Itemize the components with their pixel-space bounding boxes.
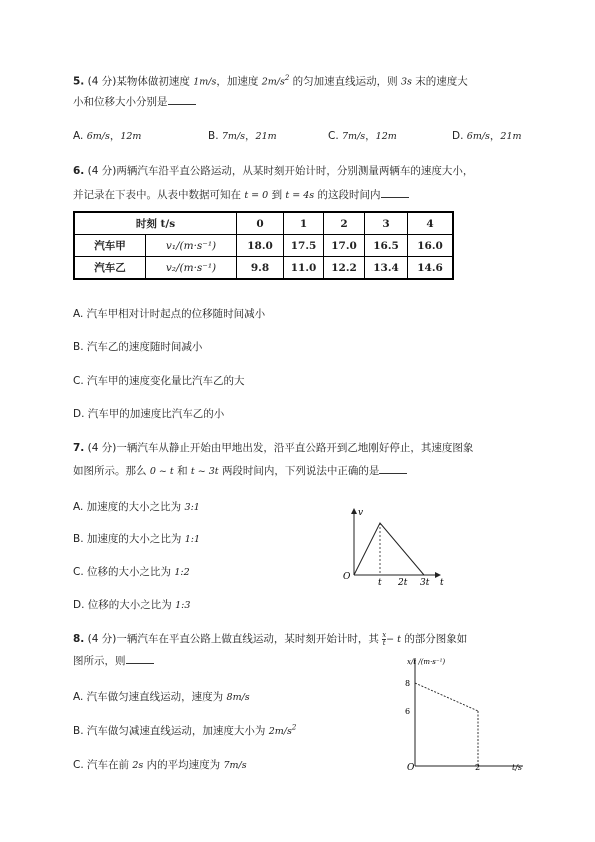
q7-option-d[interactable] bbox=[73, 597, 190, 612]
q5-acceleration: 2m/s bbox=[261, 76, 285, 88]
q7-stem-line2 bbox=[73, 462, 407, 481]
q7-text: (4 分)一辆汽车从静止开始由甲地出发，沿平直公路开到乙地刚好停止，其速度图象 bbox=[87, 442, 474, 454]
table-cell: 11.0 bbox=[284, 257, 324, 280]
option-text: C. 汽车在前 bbox=[73, 759, 130, 771]
option-letter: A. bbox=[73, 130, 84, 142]
q6-stem-line1 bbox=[73, 162, 473, 180]
table-row-name: 汽车甲 bbox=[74, 235, 146, 257]
option-value: 1:3 bbox=[175, 600, 191, 611]
table-cell: 18.0 bbox=[237, 235, 284, 257]
option-sep: ， bbox=[109, 130, 121, 142]
q6-text: 并记录在下表中。从表中数据可知在 bbox=[73, 189, 241, 201]
q7-range-1: 0 ~ t bbox=[149, 466, 174, 477]
option-value: 21m bbox=[500, 131, 522, 142]
table-cell: 17.0 bbox=[324, 235, 365, 257]
q5-text: (4 分)某物体做初速度 bbox=[87, 75, 190, 88]
q6-text: 到 bbox=[271, 189, 283, 201]
option-text: A. 加速度的大小之比为 bbox=[73, 501, 182, 513]
option-value: 2s bbox=[132, 760, 144, 771]
q7-velocity-time-graph bbox=[340, 505, 450, 587]
q7-text: 和 bbox=[177, 465, 188, 477]
q6-text: (4 分)两辆汽车沿平直公路运动，从某时刻开始计时，分别测量两辆车的速度大小， bbox=[87, 165, 474, 177]
table-cell: 16.0 bbox=[408, 235, 454, 257]
y-axis-label: x/t /(m·s⁻¹) bbox=[407, 658, 446, 666]
xt-line bbox=[415, 683, 478, 711]
option-text: B. 汽车做匀减速直线运动，加速度大小为 bbox=[73, 725, 266, 737]
q5-answer-blank[interactable] bbox=[168, 94, 196, 105]
option-value: 7m/s bbox=[221, 131, 246, 142]
option-letter: B. bbox=[208, 130, 219, 142]
option-letter: C. bbox=[328, 130, 339, 142]
x-tick-label: 2 bbox=[475, 763, 481, 772]
q5-text: 末的速度大 bbox=[415, 75, 468, 88]
q6-stem-line2 bbox=[73, 186, 409, 205]
q8-text: 的部分图象如 bbox=[404, 633, 468, 645]
q6-time-end: t = 4s bbox=[285, 190, 315, 201]
option-value: 7m/s bbox=[223, 760, 247, 771]
table-cell: 16.5 bbox=[365, 235, 408, 257]
y-axis-label: v bbox=[358, 508, 364, 518]
x-axis-label: t/s bbox=[512, 763, 523, 772]
q8-option-b[interactable] bbox=[73, 723, 296, 738]
q7-number: 7. bbox=[73, 442, 85, 454]
q6-answer-blank[interactable] bbox=[381, 187, 409, 198]
table-cell: 14.6 bbox=[408, 257, 454, 280]
option-exponent: 2 bbox=[291, 723, 297, 732]
q5-option-c[interactable] bbox=[328, 128, 397, 143]
q6-time-start: t = 0 bbox=[244, 190, 269, 201]
tick-label: 3t bbox=[420, 578, 430, 587]
table-row bbox=[74, 235, 453, 257]
option-value: 1:1 bbox=[184, 534, 201, 545]
table-cell: 12.2 bbox=[324, 257, 365, 280]
option-value: 1:2 bbox=[174, 567, 190, 578]
q7-option-b[interactable] bbox=[73, 531, 200, 546]
table-row bbox=[74, 257, 453, 280]
option-value: 2m/s bbox=[268, 726, 292, 737]
table-header-cell: 0 bbox=[237, 212, 284, 235]
option-sep: ， bbox=[489, 130, 501, 142]
q8-math: − t bbox=[386, 634, 401, 645]
q6-option-d[interactable]: D. 汽车甲的加速度比汽车乙的小 bbox=[73, 408, 225, 420]
q5-stem-line1 bbox=[73, 69, 468, 92]
option-value: 21m bbox=[255, 131, 277, 142]
tick-label: 2t bbox=[398, 578, 408, 587]
table-cell: 9.8 bbox=[237, 257, 284, 280]
table-cell: 13.4 bbox=[365, 257, 408, 280]
q8-xt-graph bbox=[395, 652, 530, 776]
velocity-line bbox=[354, 523, 424, 575]
option-text: D. 位移的大小之比为 bbox=[73, 599, 172, 611]
table-header-cell: 1 bbox=[284, 212, 324, 235]
q8-stem-line2 bbox=[73, 652, 154, 670]
fraction-numerator: x bbox=[382, 630, 387, 639]
option-text: B. 加速度的大小之比为 bbox=[73, 533, 182, 545]
q6-option-a[interactable]: A. 汽车甲相对计时起点的位移随时间减小 bbox=[73, 308, 266, 320]
fraction-denominator: t bbox=[382, 638, 386, 647]
option-text: C. 位移的大小之比为 bbox=[73, 566, 172, 578]
q6-option-b[interactable]: B. 汽车乙的速度随时间减小 bbox=[73, 341, 203, 353]
q8-text: 图所示，则 bbox=[73, 655, 126, 667]
table-row-unit: v₂/(m·s⁻¹) bbox=[146, 257, 237, 280]
option-letter: D. bbox=[452, 130, 464, 142]
option-value: 7m/s bbox=[342, 131, 366, 142]
y-tick-label: 6 bbox=[405, 707, 411, 716]
q8-answer-blank[interactable] bbox=[126, 653, 154, 664]
table-header-label: 时刻 t/s bbox=[74, 212, 237, 235]
q5-option-b[interactable] bbox=[208, 128, 277, 143]
q7-text: 如图所示。那么 bbox=[73, 465, 147, 477]
table-row-unit: v₁/(m·s⁻¹) bbox=[146, 235, 237, 257]
q5-text: 小和位移大小分别是 bbox=[73, 96, 168, 108]
x-axis-label: t bbox=[440, 578, 444, 587]
q6-option-c[interactable]: C. 汽车甲的速度变化量比汽车乙的大 bbox=[73, 375, 245, 387]
q7-option-a[interactable] bbox=[73, 499, 200, 514]
q5-stem-line2 bbox=[73, 93, 196, 111]
option-text: 内的平均速度为 bbox=[146, 759, 221, 771]
q5-text: ，加速度 bbox=[216, 75, 259, 88]
q7-text: 两段时间内，下列说法中正确的是 bbox=[221, 465, 380, 477]
table-header-row bbox=[74, 212, 453, 235]
q8-number: 8. bbox=[73, 633, 85, 645]
q6-number: 6. bbox=[73, 165, 85, 177]
q8-option-a[interactable] bbox=[73, 689, 250, 704]
q8-option-c[interactable] bbox=[73, 757, 247, 772]
q8-stem-line1 bbox=[73, 630, 467, 649]
tick-label: t bbox=[378, 578, 382, 587]
option-value: 12m bbox=[120, 131, 142, 142]
y-tick-label: 8 bbox=[405, 679, 411, 688]
q7-answer-blank[interactable] bbox=[379, 463, 407, 474]
q6-velocity-table bbox=[73, 211, 454, 280]
q5-option-a[interactable] bbox=[73, 128, 141, 143]
option-sep: ， bbox=[245, 130, 256, 142]
q7-stem-line1 bbox=[73, 439, 473, 457]
q5-text: 的匀加速直线运动，则 bbox=[292, 75, 398, 88]
q5-number: 5. bbox=[73, 75, 85, 88]
q8-text: (4 分)一辆汽车在平直公路上做直线运动，某时刻开始计时，其 bbox=[87, 633, 379, 645]
origin-label: O bbox=[343, 572, 351, 582]
q5-time: 3s bbox=[400, 76, 412, 88]
table-header-cell: 4 bbox=[408, 212, 454, 235]
q7-range-2: t ~ 3t bbox=[190, 466, 219, 477]
q5-accel-exponent: 2 bbox=[284, 74, 290, 82]
q5-option-d[interactable] bbox=[452, 128, 522, 143]
option-value: 3:1 bbox=[184, 502, 200, 513]
option-text: A. 汽车做匀速直线运动，速度为 bbox=[73, 691, 224, 703]
option-sep: ， bbox=[365, 130, 376, 142]
table-cell: 17.5 bbox=[284, 235, 324, 257]
option-value: 6m/s bbox=[466, 131, 490, 142]
option-value: 8m/s bbox=[226, 692, 250, 703]
origin-label: O bbox=[407, 763, 415, 773]
table-header-cell: 3 bbox=[365, 212, 408, 235]
q6-text: 的这段时间内 bbox=[317, 189, 381, 201]
q5-initial-velocity: 1m/s bbox=[193, 76, 217, 88]
table-row-name: 汽车乙 bbox=[74, 257, 146, 280]
option-value: 6m/s bbox=[86, 131, 110, 142]
table-header-cell: 2 bbox=[324, 212, 365, 235]
q7-option-c[interactable] bbox=[73, 564, 190, 579]
option-value: 12m bbox=[375, 131, 397, 142]
